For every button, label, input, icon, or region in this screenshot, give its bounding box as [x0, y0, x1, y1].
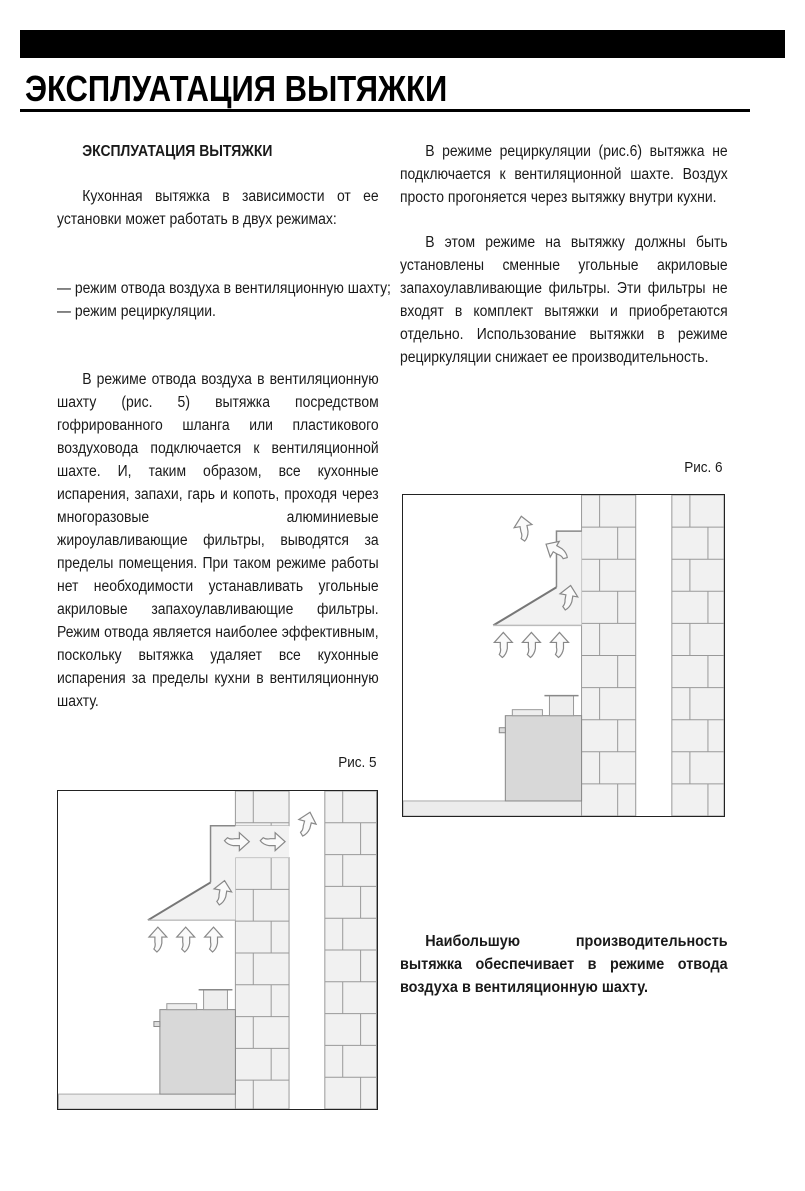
- figure-6-recirculation-mode: [402, 494, 725, 817]
- airflow-arrow-icon: [512, 515, 534, 543]
- stove-knob: [154, 1022, 160, 1027]
- floor: [59, 1094, 238, 1109]
- recirculation-text: В режиме рециркуляции (рис.6) вытяжка не подключается к вентиляционной шахте. Воздух просто прогоняется через вытяжку внутри кухни.: [400, 143, 728, 206]
- airflow-arrow-icon: [522, 632, 540, 657]
- mode-item-1: — режим отвода воздуха в вентиляционную шахту;: [57, 280, 391, 297]
- mode-item-2: — режим рециркуляции.: [57, 303, 216, 320]
- brick-wall: [235, 791, 289, 826]
- title-divider: [20, 109, 750, 112]
- figure-6-caption: Рис. 6: [684, 459, 723, 476]
- airflow-arrow-icon: [149, 927, 167, 952]
- airflow-arrow-icon: [177, 927, 195, 952]
- stove: [160, 1010, 236, 1094]
- hood-body: [148, 826, 235, 920]
- exhaust-diagram: [58, 791, 377, 1109]
- airflow-arrow-icon: [205, 927, 223, 952]
- stove-knob: [499, 728, 505, 733]
- left-column: [57, 140, 391, 713]
- stove: [505, 716, 581, 801]
- hood-body: [493, 531, 581, 625]
- arrow-shape: [512, 515, 534, 543]
- figure-5-caption: Рис. 5: [338, 754, 377, 771]
- airflow-arrow-icon: [550, 632, 568, 657]
- page-title: ЭКСПЛУАТАЦИЯ ВЫТЯЖКИ: [25, 68, 448, 109]
- recirculation-diagram: [403, 495, 724, 816]
- exhaust-mode-text: В режиме отвода воздуха в вентиляционную шахту (рис. 5) вытяжка посредством гофрированного шланга или пластикового воздуховода подключается к вентиляционной шахте. И, таким образом, все кухонные испарения, запахи, гарь и копоть, проходя через многоразовые алюминиевые жироулавливающие фильтры, выводятся за пределы помещения. При таком режиме работы нет необходимости устанавливать угольные акриловые запахоулавливающие фильтры. Режим отвода является наиболее эффективным, поскольку вытяжка удаляет все кухонные испарения за пределы кухни в вентиляционную шахту.: [57, 371, 379, 710]
- floor: [403, 801, 584, 816]
- arrow-shape: [177, 927, 195, 952]
- pan: [512, 710, 542, 716]
- arrow-shape: [494, 632, 512, 657]
- arrow-shape: [550, 632, 568, 657]
- airflow-arrow-icon: [494, 632, 512, 657]
- pot: [204, 990, 228, 1010]
- brick-wall: [235, 858, 289, 1109]
- filters-text: В этом режиме на вытяжку должны быть установлены сменные угольные акриловые запахоулавливающие фильтры. Эти фильтры не входят в комплект вытяжки и приобретаются отдельно. Использование вытяжки в режиме рециркуляции снижает ее производительность.: [400, 234, 728, 366]
- arrow-shape: [205, 927, 223, 952]
- intro-text: Кухонная вытяжка в зависимости от ее установки может работать в двух режимах:: [57, 188, 379, 228]
- figure-5-exhaust-mode: [57, 790, 378, 1110]
- arrow-shape: [149, 927, 167, 952]
- pot: [549, 696, 573, 716]
- header-bar: [20, 30, 785, 58]
- airflow-arrow-icon: [295, 810, 319, 839]
- arrow-shape: [522, 632, 540, 657]
- performance-note: [400, 930, 728, 999]
- section-subheading: ЭКСПЛУАТАЦИЯ ВЫТЯЖКИ: [82, 143, 273, 160]
- pan: [167, 1004, 197, 1010]
- performance-note-text: Наибольшую производительность вытяжка обеспечивает в режиме отвода воздуха в вентиляционную шахту.: [400, 933, 728, 996]
- right-column: [400, 140, 728, 369]
- arrow-shape: [295, 810, 319, 839]
